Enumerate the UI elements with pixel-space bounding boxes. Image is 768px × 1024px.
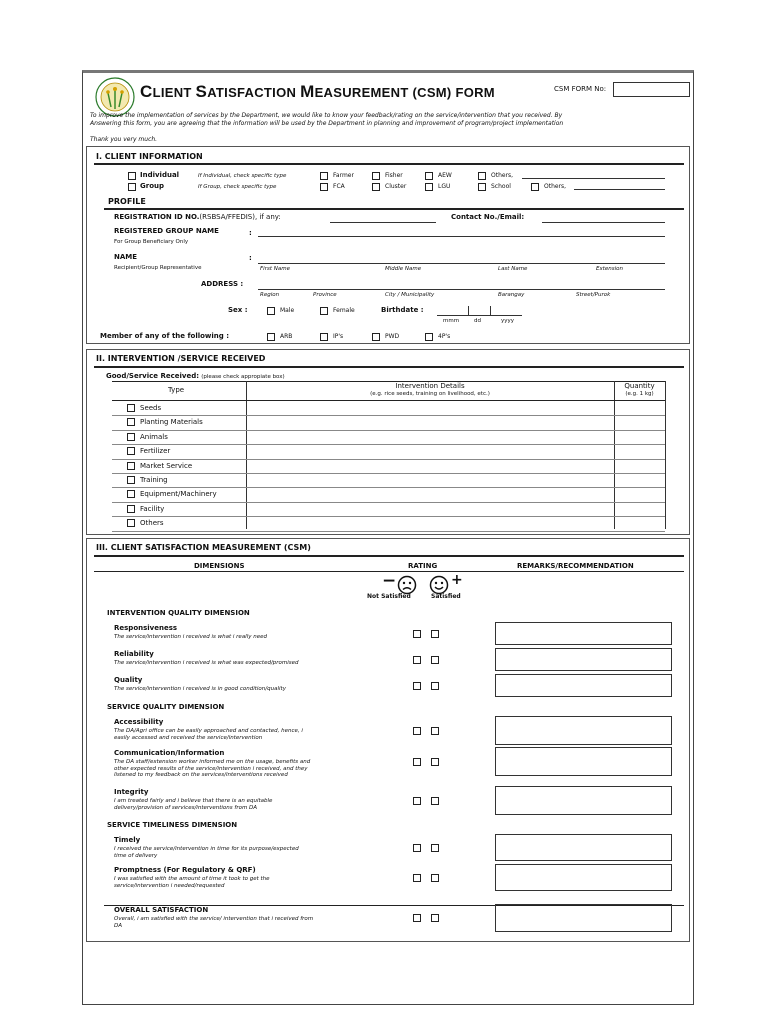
name-note: Recipient/Group Representative [114,265,202,271]
form-title: CLIENT SATISFACTION MEASUREMENT (CSM) FORM [140,82,495,101]
intro-line-2: Answering this form, you are agreeing that the information will be used by the Department in planning and improvement of program/project implementation [90,120,564,127]
reg-id-input[interactable] [330,222,436,223]
birthdate-input[interactable] [437,315,522,316]
middle-name-caption: Middle Name [385,266,422,272]
rating-not-satisfied-checkbox[interactable] [413,844,421,852]
city-caption: City / Municipality [385,292,435,298]
group-title-service-quality: SERVICE QUALITY DIMENSION [107,703,225,711]
4ps-checkbox[interactable] [425,333,433,341]
satisfied-label: Satisfied [431,593,461,600]
reg-id-label: REGISTRATION ID NO.(RSBSA/FFEDIS), if any: [114,213,281,221]
intervention-type-label: Planting Materials [140,418,203,427]
school-label: School [491,183,511,190]
last-name-caption: Last Name [498,266,528,272]
sad-face-icon [397,575,417,595]
rating-satisfied-checkbox[interactable] [431,656,439,664]
group-title-service-timeliness: SERVICE TIMELINESS DIMENSION [107,821,238,829]
first-name-caption: First Name [260,266,290,272]
others-label-1: Others, [491,172,514,179]
csm-item-desc: The service/intervention i received is what i really need [114,634,267,640]
csm-form-no-label: CSM FORM No: [554,85,607,93]
rating-not-satisfied-checkbox[interactable] [413,758,421,766]
intervention-qty-cell[interactable] [615,487,665,501]
male-checkbox[interactable] [267,307,275,315]
col-qty: Quantity [624,382,655,390]
rating-not-satisfied-checkbox[interactable] [413,630,421,638]
csm-item-name: Accessibility [114,718,164,726]
pwd-checkbox[interactable] [372,333,380,341]
remarks-box[interactable] [495,622,672,645]
col-type: Type [168,386,185,394]
intervention-details-cell[interactable] [247,430,614,444]
col-details: Intervention Details [395,382,465,390]
intervention-type-checkbox[interactable] [127,404,135,412]
csm-item-desc: other expected results of the service/intervention i received, and they [114,765,308,772]
school-checkbox[interactable] [478,183,486,191]
aew-checkbox[interactable] [425,172,433,180]
remarks-box[interactable] [495,786,672,815]
group-note: If Group, check specific type [198,184,277,190]
intervention-type-label: Equipment/Machinery [140,490,217,499]
yyyy-caption: yyyy [501,318,515,324]
csm-item-desc: The service/intervention i received is in good condition/quality [114,686,286,692]
others-checkbox-1[interactable] [478,172,486,180]
rating-satisfied-checkbox[interactable] [431,797,439,805]
intervention-details-cell[interactable] [247,516,614,530]
group-label: Group [140,182,165,190]
others-input-2[interactable] [574,189,665,190]
csm-item-name: Reliability [114,650,154,658]
intervention-details-cell[interactable] [247,487,614,501]
col-dimensions: DIMENSIONS [194,562,245,570]
name-input[interactable] [258,263,665,264]
intervention-details-cell[interactable] [247,473,614,487]
intervention-details-cell[interactable] [247,444,614,458]
csm-item-name: Promptness (For Regulatory & QRF) [114,866,256,874]
csm-item-desc: easily accessed and received the service/intervention [114,734,263,741]
female-label: Female [333,307,355,314]
name-colon: : [249,254,252,262]
csm-item-desc: The service/intervention i received is what was expected/promised [114,660,299,666]
fisher-checkbox[interactable] [372,172,380,180]
contact-input[interactable] [542,222,665,223]
csm-item-desc: listened to my feedback on the services/interventions received [114,772,288,778]
rating-satisfied-checkbox[interactable] [431,727,439,735]
rating-satisfied-checkbox[interactable] [431,914,439,922]
rating-satisfied-checkbox[interactable] [431,630,439,638]
individual-note: If Individual, check specific type [198,173,287,179]
individual-label: Individual [140,171,180,179]
intervention-qty-cell[interactable] [615,415,665,429]
cluster-checkbox[interactable] [372,183,380,191]
csm-item-desc: Overall, i am satisfied with the service/ intervention that i received from [114,916,314,922]
intervention-qty-cell[interactable] [615,473,665,487]
intervention-type-label: Fertilizer [140,447,171,456]
intervention-type-label: Market Service [140,461,193,470]
dd-caption: dd [474,318,481,324]
intervention-details-cell[interactable] [247,459,614,473]
fisher-label: Fisher [385,172,403,179]
intervention-qty-cell[interactable] [615,444,665,458]
thanks-text: Thank you very much. [90,136,158,143]
region-caption: Region [260,292,280,298]
intervention-qty-cell[interactable] [615,516,665,530]
arb-checkbox[interactable] [267,333,275,341]
remarks-box[interactable] [495,864,672,891]
not-satisfied-label: Not Satisfied [367,593,411,600]
extension-caption: Extension [596,266,624,272]
csm-item-name: Timely [114,836,141,844]
intervention-type-checkbox[interactable] [127,505,135,513]
province-caption: Province [313,292,337,298]
client-info-title: I. CLIENT INFORMATION [96,152,203,161]
rating-not-satisfied-checkbox[interactable] [413,874,421,882]
group-name-colon: : [249,229,252,237]
csm-item-desc: I received the service/intervention in time for its purpose/expected [114,846,299,852]
intervention-title: II. INTERVENTION /SERVICE RECEIVED [96,354,266,363]
group-name-note: For Group Beneficiary Only [114,239,189,245]
intervention-type-checkbox[interactable] [127,476,135,484]
remarks-box[interactable] [495,674,672,697]
group-title-intervention-quality: INTERVENTION QUALITY DIMENSION [107,609,250,617]
remarks-box[interactable] [495,834,672,861]
col-details-note: (e.g. rice seeds, training on livelihood, etc.) [370,391,490,397]
intervention-type-label: Animals [140,432,168,441]
intervention-type-label: Others [140,519,164,528]
street-caption: Street/Purok [576,292,611,298]
farmer-checkbox[interactable] [320,172,328,180]
csm-item-desc: The DA staff/extension worker informed me on the usage, benefits and [114,759,311,765]
remarks-box[interactable] [495,648,672,671]
csm-item-name: Integrity [114,788,149,796]
intro-line-1: To improve the implementation of services by the Department, we would like to know your feedback/rating on the service/intervention that you received. By [90,112,563,119]
group-checkbox[interactable] [128,183,136,191]
pwd-label: PWD [385,333,400,340]
address-input[interactable] [258,289,665,290]
intervention-type-checkbox[interactable] [127,418,135,426]
aew-label: AEW [438,172,452,179]
csm-title: III. CLIENT SATISFACTION MEASUREMENT (CSM) [96,543,311,552]
csm-item-desc: DA [114,922,122,929]
rating-not-satisfied-checkbox[interactable] [413,682,421,690]
plus-sign: + [451,572,463,588]
address-label: ADDRESS : [201,280,244,288]
csm-item-desc: delivery/provision of services/interventions from DA [114,804,258,811]
csm-item-name: Communication/Information [114,749,225,757]
intervention-type-checkbox[interactable] [127,519,135,527]
intervention-type-checkbox[interactable] [127,462,135,470]
rating-satisfied-checkbox[interactable] [431,682,439,690]
csm-item-desc: service/intervention i needed/requested [114,882,225,889]
intervention-qty-cell[interactable] [615,459,665,473]
intervention-type-label: Training [140,476,168,484]
arb-label: ARB [280,333,293,340]
csm-item-desc: I was satisfied with the amount of time it took to get the [114,876,270,882]
remarks-box[interactable] [495,716,672,745]
ip-checkbox[interactable] [320,333,328,341]
fca-label: FCA [333,183,345,190]
csm-item-name: OVERALL SATISFACTION [114,906,209,914]
rating-satisfied-checkbox[interactable] [431,758,439,766]
mmm-caption: mmm [443,318,460,324]
individual-checkbox[interactable] [128,172,136,180]
birthdate-label: Birthdate : [381,306,424,314]
fca-checkbox[interactable] [320,183,328,191]
male-label: Male [280,307,295,314]
sex-label: Sex : [228,306,248,314]
member-label: Member of any of the following : [100,332,230,340]
intervention-type-label: Facility [140,504,165,513]
cluster-label: Cluster [385,183,407,190]
csm-item-desc: I am treated fairly and i believe that there is an equitable [114,798,273,804]
lgu-checkbox[interactable] [425,183,433,191]
intervention-details-cell[interactable] [247,502,614,516]
group-name-input[interactable] [258,236,665,237]
lgu-label: LGU [438,183,451,190]
csm-item-name: Quality [114,676,143,684]
csm-item-desc: time of delivery [114,852,158,859]
farmer-label: Farmer [333,172,354,179]
rating-not-satisfied-checkbox[interactable] [413,656,421,664]
intervention-qty-cell[interactable] [615,401,665,415]
intervention-qty-cell[interactable] [615,430,665,444]
barangay-caption: Barangay [498,292,525,298]
rating-satisfied-checkbox[interactable] [431,844,439,852]
intervention-details-cell[interactable] [247,401,614,415]
rating-not-satisfied-checkbox[interactable] [413,914,421,922]
col-remarks: REMARKS/RECOMMENDATION [517,562,634,570]
remarks-box[interactable] [495,904,672,932]
intervention-qty-cell[interactable] [615,502,665,516]
col-qty-note: (e.g. 1 kg) [625,391,654,397]
csm-item-desc: The DA/Agri office can be easily approached and contacted, hence, i [114,728,303,734]
name-label: NAME [114,253,138,261]
rating-satisfied-checkbox[interactable] [431,874,439,882]
col-rating: RATING [408,562,438,570]
female-checkbox[interactable] [320,307,328,315]
remarks-box[interactable] [495,747,672,776]
intervention-type-checkbox[interactable] [127,490,135,498]
4ps-label: 4P's [438,333,451,340]
intervention-type-checkbox[interactable] [127,447,135,455]
happy-face-icon [429,575,449,595]
csm-form-no-input[interactable] [613,82,690,97]
others-input-1[interactable] [522,178,665,179]
contact-label: Contact No./Email: [451,213,525,221]
good-service-label: Good/Service Received: (please check appropiate box) [106,372,285,380]
others-checkbox-2[interactable] [531,183,539,191]
rating-not-satisfied-checkbox[interactable] [413,727,421,735]
intervention-type-label: Seeds [140,404,162,412]
profile-title: PROFILE [108,197,146,206]
others-label-2: Others, [544,183,567,190]
ip-label: IP's [333,333,344,340]
csm-item-name: Responsiveness [114,624,178,632]
rating-not-satisfied-checkbox[interactable] [413,797,421,805]
minus-sign: − [382,571,397,591]
group-name-label: REGISTERED GROUP NAME [114,227,219,235]
intervention-details-cell[interactable] [247,415,614,429]
intervention-type-checkbox[interactable] [127,433,135,441]
